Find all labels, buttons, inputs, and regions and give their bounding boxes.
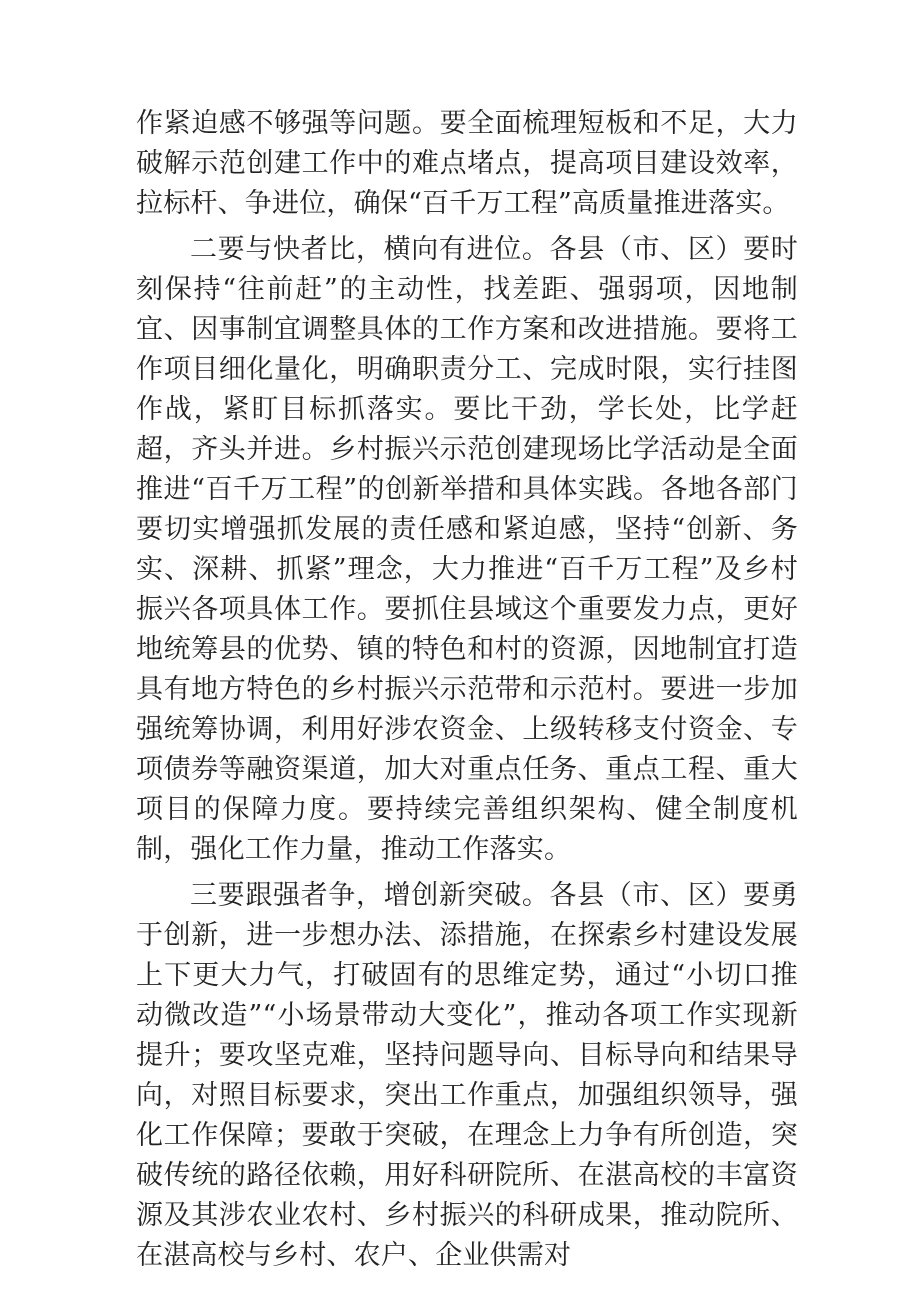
paragraph-two: 二要与快者比，横向有进位。各县（市、区）要时刻保持“往前赶”的主动性，找差距、强弱项，因地制宜、因事制宜调整具体的工作方案和改进措施。要将工作项目细化量化，明确职责分工、完成时限，实行挂图作战，紧盯目标抓落实。要比干劲，学长处，比学赶超，齐头并进。乡村振兴示范创建现场比学活动是全面推进“百千万工程”的创新举措和具体实践。各地各部门要切实增强抓发展的责任感和紧迫感，坚持“创新、务实、深耕、抓紧”理念，大力推进“百千万工程”及乡村振兴各项具体工作。要抓住县域这个重要发力点，更好地统筹县的优势、镇的特色和村的资源，因地制宜打造具有地方特色的乡村振兴示范带和示范村。要进一步加强统筹协调，利用好涉农资金、上级转移支付资金、专项债券等融资渠道，加大对重点任务、重点工程、重大项目的保障力度。要持续完善组织架构、健全制度机制，强化工作力量，推动工作落实。 xyxy=(136,234,798,865)
paragraph-continuation: 作紧迫感不够强等问题。要全面梳理短板和不足，大力破解示范创建工作中的难点堵点，提高项目建设效率，拉标杆、争进位，确保“百千万工程”高质量推进落实。 xyxy=(136,108,798,219)
document-body xyxy=(136,104,798,1276)
paragraph-three: 三要跟强者争，增创新突破。各县（市、区）要勇于创新，进一步想办法、添措施，在探索乡村建设发展上下更大力气，打破固有的思维定势，通过“小切口推动微改造”“小场景带动大变化”，推动各项工作实现新提升；要攻坚克难，坚持问题导向、目标导向和结果导向，对照目标要求，突出工作重点，加强组织领导，强化工作保障；要敢于突破，在理念上力争有所创造，突破传统的路径依赖，用好科研院所、在湛高校的丰富资源及其涉农业农村、乡村振兴的科研成果，推动院所、在湛高校与乡村、农户、企业供需对 xyxy=(136,880,798,1271)
